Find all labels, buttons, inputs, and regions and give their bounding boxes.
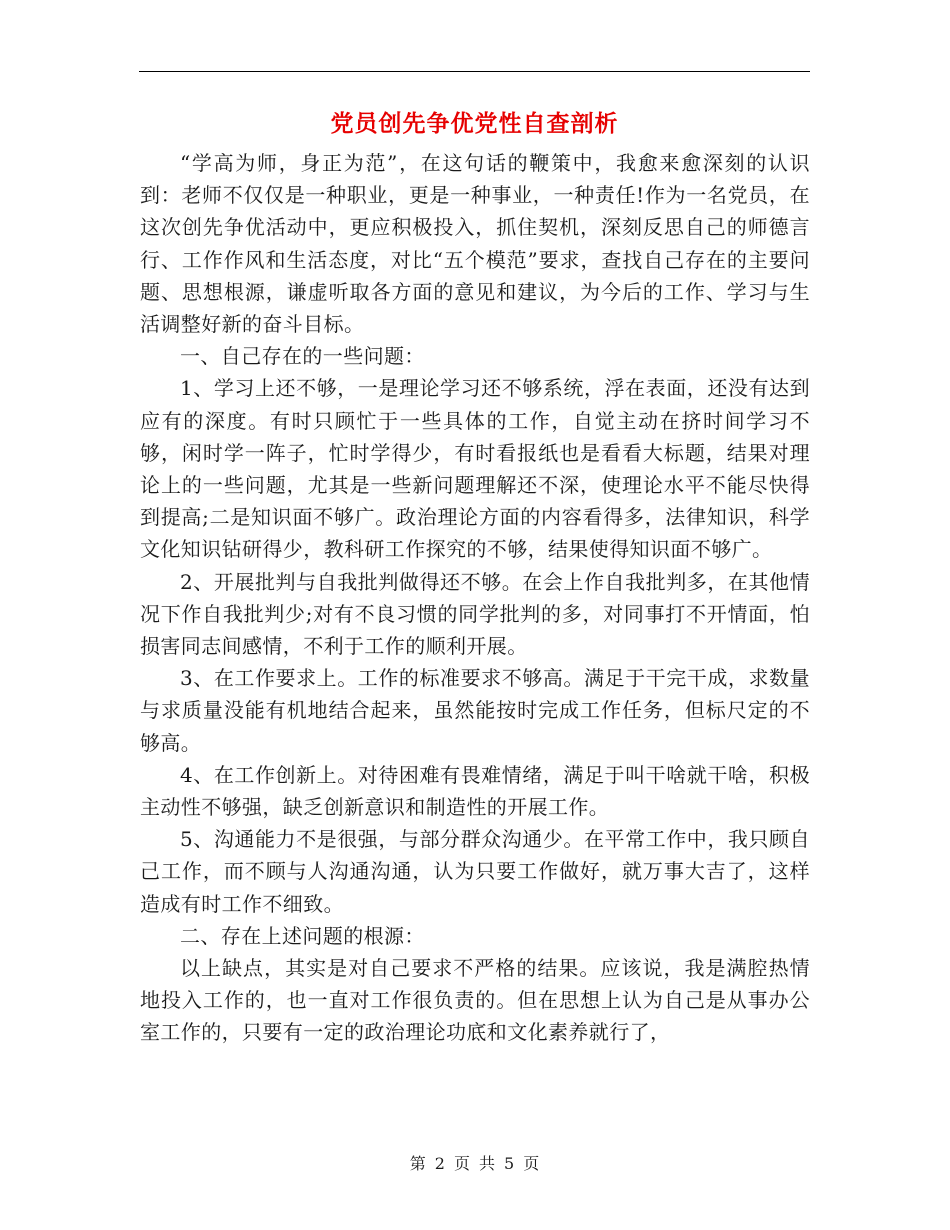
footer-label-total-unit: 页 <box>523 1154 541 1173</box>
problem-item-5: 5、沟通能力不是很强，与部分群众沟通少。在平常工作中，我只顾自己工作，而不顾与人沟通沟通，认为只要工作做好，就万事大吉了，这样造成有时工作不细致。 <box>140 827 810 916</box>
problem-item-2: 2、开展批判与自我批判做得还不够。在会上作自我批判多，在其他情况下作自我批判少;对有不良习惯的同学批判的多，对同事打不开情面，怕损害同志间感情，不利于工作的顺利开展。 <box>140 569 810 659</box>
footer-label-page-unit: 页 <box>453 1154 471 1173</box>
footer-label-total: 共 <box>479 1154 497 1173</box>
footer-current-page: 2 <box>434 1154 446 1173</box>
document-title: 党员创先争优党性自查剖析 <box>330 111 619 137</box>
section-heading-roots: 二、存在上述问题的根源： <box>180 923 425 948</box>
footer-label-page: 第 <box>409 1154 427 1173</box>
problem-item-3: 3、在工作要求上。工作的标准要求不够高。满足于干完干成，求数量与求质量没能有机地结合起来，虽然能按时完成工作任务，但标尺定的不够高。 <box>140 666 810 755</box>
roots-paragraph: 以上缺点，其实是对自己要求不严格的结果。应该说，我是满腔热情地投入工作的，也一直对工作很负责的。但在思想上认为自己是从事办公室工作的，只要有一定的政治理论功底和文化素养就行了， <box>140 956 810 1045</box>
section-heading-problems: 一、自己存在的一些问题： <box>180 344 425 369</box>
document-body <box>140 147 810 1049</box>
footer-total-pages: 5 <box>504 1154 516 1173</box>
page-footer <box>0 1152 950 1176</box>
intro-paragraph: “学高为师，身正为范”，在这句话的鞭策中，我愈来愈深刻的认识到：老师不仅仅是一种职业，更是一种事业，一种责任!作为一名党员，在这次创先争优活动中，更应积极投入，抓住契机，深刻反思自己的师德言行、工作作风和生活态度，对比“五个模范”要求，查找自己存在的主要问题、思想根源，谦虚听取各方面的意见和建议，为今后的工作、学习与生活调整好新的奋斗目标。 <box>140 151 810 337</box>
header-rule <box>139 71 810 72</box>
problem-item-1: 1、学习上还不够，一是理论学习还不够系统，浮在表面，还没有达到应有的深度。有时只顾忙于一些具体的工作，自觉主动在挤时间学习不够，闲时学一阵子，忙时学得少，有时看报纸也是看看大标题，结果对理论上的一些问题，尤其是一些新问题理解还不深，使理论水平不能尽快得到提高;二是知识面不够广。政治理论方面的内容看得多，法律知识，科学文化知识钻研得少，教科研工作探究的不够，结果使得知识面不够广。 <box>140 376 810 562</box>
problem-item-4: 4、在工作创新上。对待困难有畏难情绪，满足于叫干啥就干啥，积极主动性不够强，缺乏创新意识和制造性的开展工作。 <box>140 762 810 820</box>
